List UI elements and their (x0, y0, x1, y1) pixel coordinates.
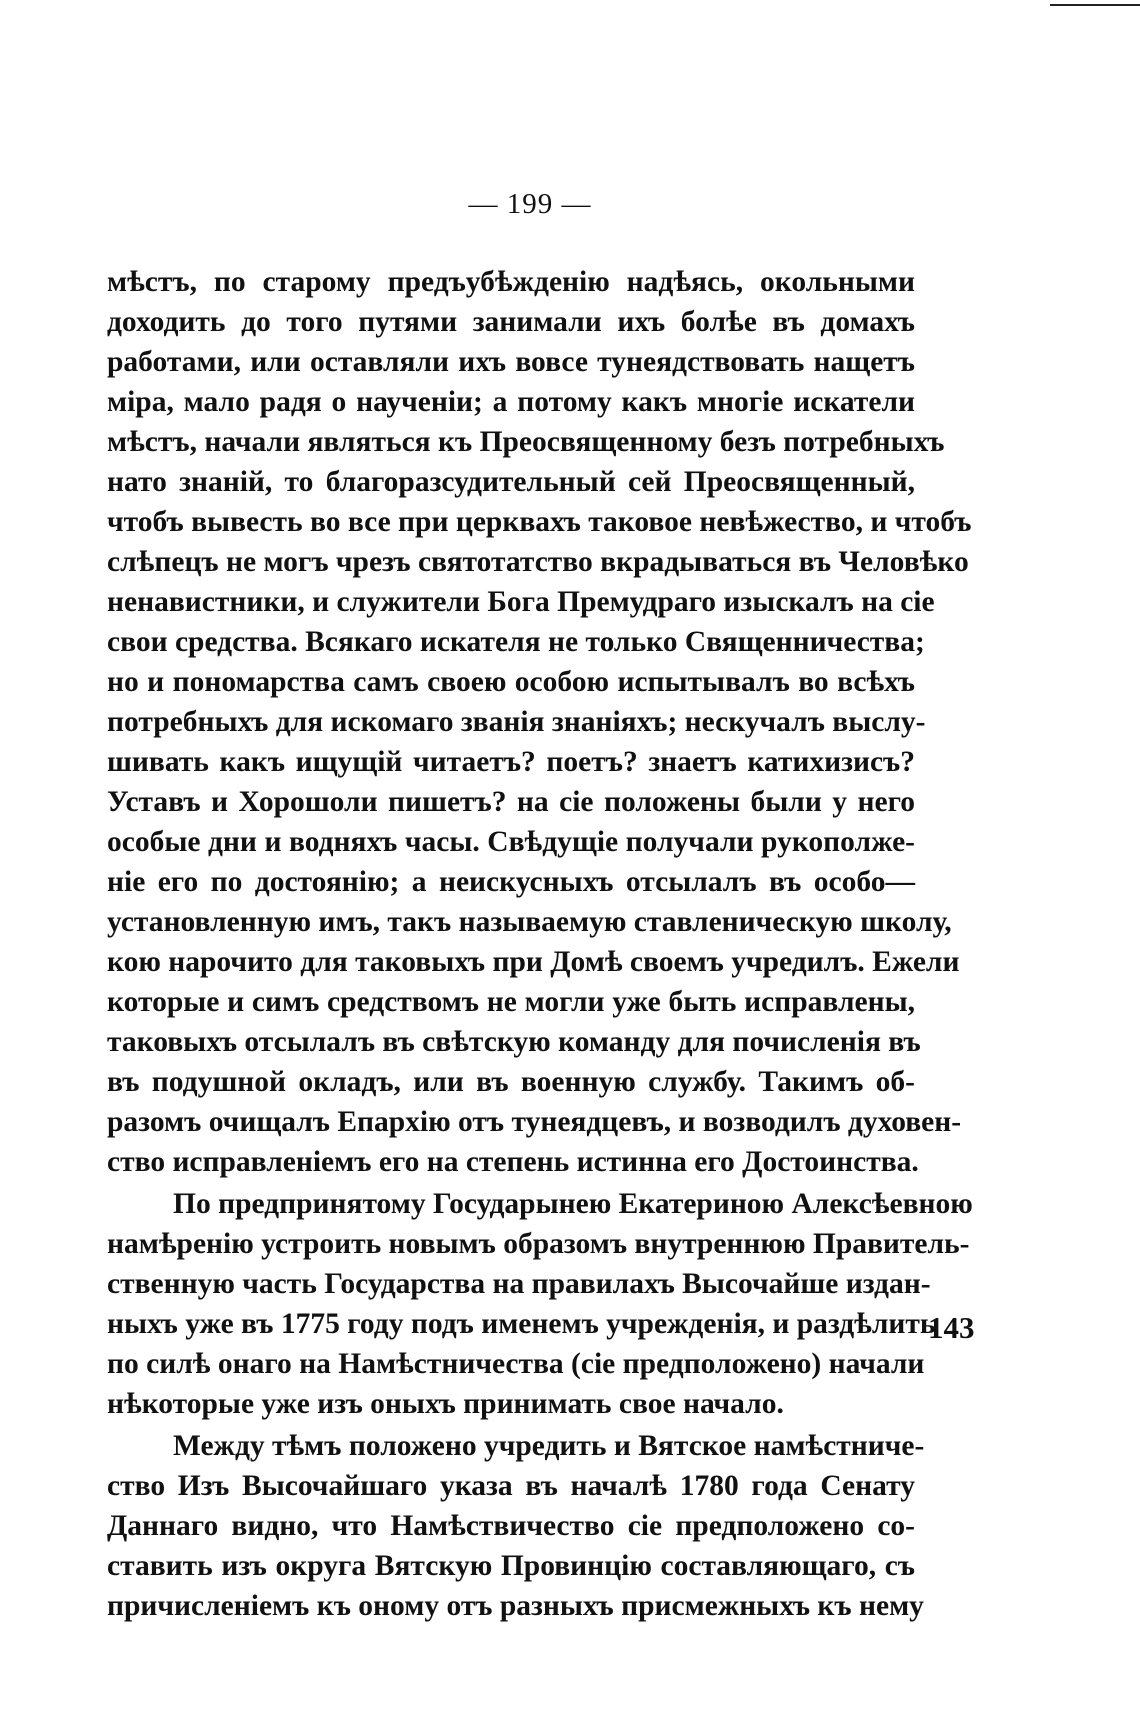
text-line: доходить до того путями занимали ихъ болѣе въ домахъ (107, 306, 915, 338)
paragraph-1 (107, 262, 972, 1182)
text-line: ніе его по достоянію; а неискусныхъ отсылалъ въ особо— (107, 866, 915, 898)
text-line: особые дни и водняхъ часы. Свѣдущіе получали рукополже- (107, 826, 915, 858)
text-line: ственную часть Государства на правилахъ Высочайше издан- (107, 1268, 931, 1300)
text-line: Уставъ и Хорошоли пишетъ? на сіе положены были у него (107, 786, 915, 818)
text-line: разомъ очищалъ Епархію отъ тунеядцевъ, и возводилъ духовен- (107, 1106, 962, 1138)
text-line: по силѣ онаго на Намѣстничества (сіе предположено) начали (107, 1348, 925, 1380)
text-line: мѣстъ, по старому предъубѣжденію надѣясь, окольными (107, 266, 915, 298)
text-line: Даннаго видно, что Намѣствичество сіе предположено со- (107, 1510, 915, 1542)
text-line: потребныхъ для искомаго званія знаніяхъ; нескучалъ выслу- (107, 706, 926, 738)
text-line: намѣренію устроить новымъ образомъ внутреннюю Правитель- (107, 1228, 970, 1260)
margin-page-reference: 143 (928, 1310, 975, 1345)
text-line: таковыхъ отсылалъ въ свѣтскую команду для почисленія въ (107, 1026, 921, 1058)
text-line: ство Изъ Высочайшаго указа въ началѣ 1780 года Сенату (107, 1470, 915, 1502)
text-line: По предпринятому Государынею Екатериною Алексѣевною (173, 1188, 973, 1220)
text-line: нато знаній, то благоразсудительный сей Преосвященный, (107, 466, 915, 498)
text-line: мѣстъ, начали являться къ Преосвященному безъ потребныхъ (107, 426, 945, 458)
text-line: шивать какъ ищущій читаетъ? поетъ? знаетъ катихизисъ? (107, 746, 915, 778)
text-line: причисленіемъ къ оному отъ разныхъ присмежныхъ къ нему (107, 1590, 924, 1622)
text-line: ныхъ уже въ 1775 году подъ именемъ учрежденія, и раздѣлить (107, 1308, 936, 1340)
text-line: но и пономарства самъ своею особою испытывалъ во всѣхъ (107, 666, 915, 698)
text-line: ставить изъ округа Вятскую Провинцію составляющаго, съ (107, 1550, 915, 1582)
text-line: свои средства. Всякаго искателя не только Священничества; (107, 626, 925, 658)
paragraph-3 (107, 1426, 925, 1626)
text-line: ненавистники, и служители Бога Премудраго изыскалъ на сіе (107, 586, 935, 618)
page-number: — 199 — (468, 188, 592, 220)
text-line: которые и симъ средствомъ не могли уже быть исправлены, (107, 986, 915, 1018)
text-line: слѣпецъ не могъ чрезъ святотатство вкрадываться въ Человѣко (107, 546, 969, 578)
text-line: нѣкоторые уже изъ оныхъ принимать свое начало. (107, 1388, 784, 1420)
text-line: чтобъ вывесть во все при церквахъ таковое невѣжество, и чтобъ (107, 506, 972, 538)
text-line: работами, или оставляли ихъ вовсе тунеядствовать нащетъ (107, 346, 915, 378)
text-line: въ подушной окладъ, или въ военную службу. Такимъ об- (107, 1066, 915, 1098)
text-line: установленную имъ, такъ называемую ставленическую школу, (107, 906, 952, 938)
text-line: міра, мало радя о наученіи; а потому какъ многіе искатели (107, 386, 915, 418)
text-line: Между тѣмъ положено учредить и Вятское намѣстниче- (173, 1430, 925, 1462)
text-line: ство исправленіемъ его на степень истинна его Достоинства. (107, 1146, 919, 1178)
text-line: кою нарочито для таковыхъ при Домѣ своемъ учредилъ. Ежели (107, 946, 960, 978)
scan-edge-line (1050, 4, 1140, 6)
